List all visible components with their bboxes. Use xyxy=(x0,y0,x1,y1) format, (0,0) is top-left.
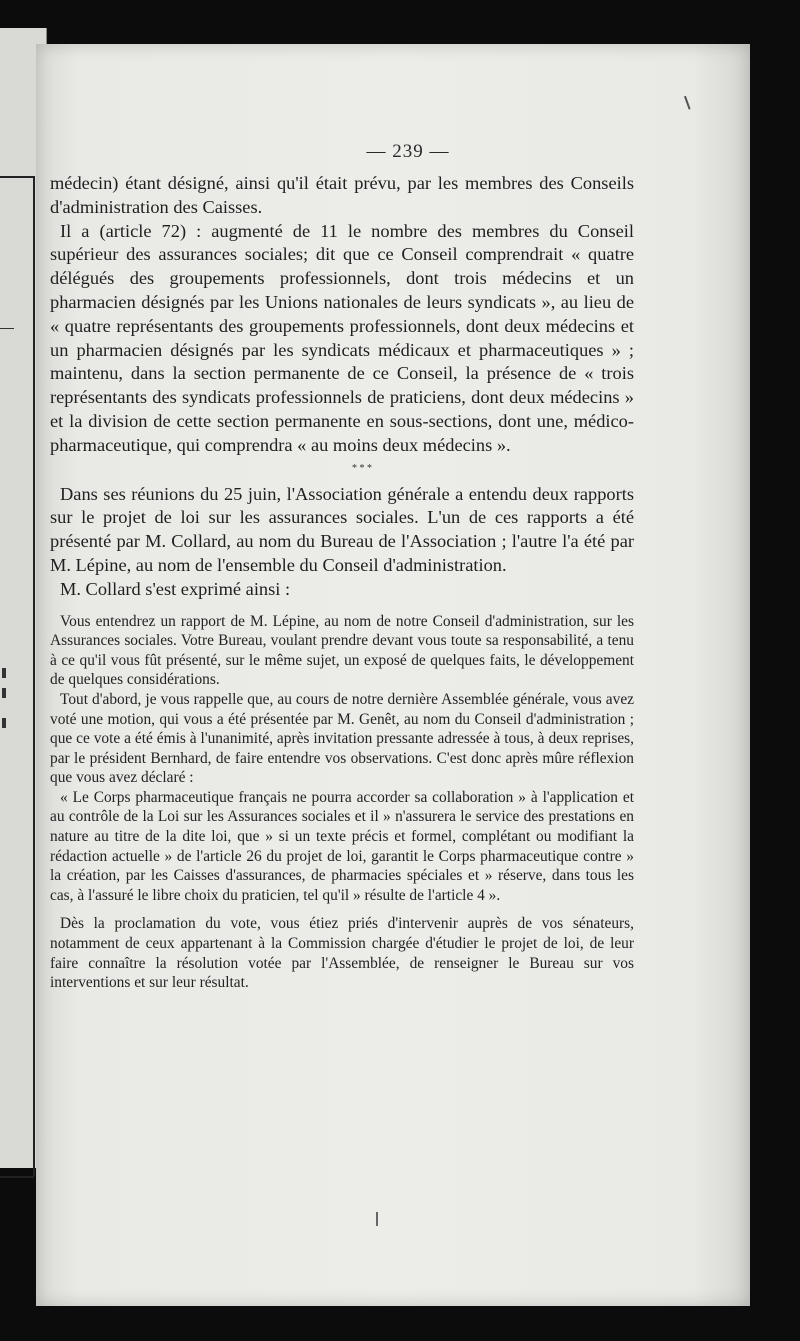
page-number: — 239 — xyxy=(366,141,450,162)
left-page-mark xyxy=(2,688,6,698)
page-content xyxy=(50,172,634,993)
quote-paragraph: Tout d'abord, je vous rappelle que, au cours de notre dernière Assemblée générale, vous avez voté une motion, qui vous a été présentée par M. Genêt, au nom du Conseil d'administration ; que ce vote a été émis à l'unanimité, après invitation pressante adressée à tous, à deux reprises, par le président Bernhard, de faire entendre vos observations. C'est donc après mûre réflexion que vous avez déclaré : xyxy=(50,690,634,787)
spacer xyxy=(50,905,634,914)
quote-paragraph: Dès la proclamation du vote, vous étiez priés d'intervenir auprès de vos sénateurs, notamment de ceux appartenant à la Commission chargée d'étudier le projet de loi, de leur faire connaître la résolution votée par l'Assemblée, de renseigner le Bureau sur vos interventions et sur leur résultat. xyxy=(50,915,634,992)
left-page-rule-top xyxy=(0,176,34,178)
page-corner-mark xyxy=(684,92,700,109)
motion-text: « Le Corps pharmaceutique français ne pourra accorder sa collaboration » à l'application et au contrôle de la Loi sur les Assurances sociales et il » n'assurera le service des prestations en nature au titre de la dite loi, que » si un texte précis et formel, complétant ou modifiant la rédaction actuelle » de l'article 26 du projet de loi, garantit le Corps pharmaceutique contre » la création, par les Caisses d'assurances, de pharmacies spéciales et » réserve, dans tous les cas, à l'assuré le libre choix du praticien, tel qu'il » résulte de l'article 4 ». xyxy=(50,788,634,904)
left-page-mark xyxy=(2,718,6,728)
page-foot-mark xyxy=(376,1212,378,1226)
main-text-2 xyxy=(50,483,634,602)
quoted-report xyxy=(50,612,634,993)
left-page-rule-mid xyxy=(0,328,14,329)
document-page xyxy=(36,44,750,1306)
left-page-rule-vertical xyxy=(33,176,35,1176)
section-separator: * * * xyxy=(352,462,372,474)
main-text xyxy=(50,172,634,458)
left-page-mark xyxy=(2,668,6,678)
paragraph: Il a (article 72) : augmenté de 11 le nombre des membres du Conseil supérieur des assurances sociales; dit que ce Conseil comprendrait « quatre délégués des groupements professionnels, dont trois médecins et un pharmacien désignés par les Unions nationales de leurs syndicats », au lieu de « quatre représentants des groupements professionnels, dont deux médecins et un pharmacien désignés par les syndicats médicaux et pharmaceutiques » ; maintenu, dans la section permanente de ce Conseil, la présence de « trois représentants des syndicats professionnels de praticiens, dont deux médecins » et la division de cette section permanente en sous-sections, dont une, médico-pharmaceutique, qui comprendra « au moins deux médecins ». xyxy=(50,220,634,455)
paragraph: médecin) étant désigné, ainsi qu'il était prévu, par les membres des Conseils d'administration des Caisses. xyxy=(50,173,634,217)
paragraph: M. Collard s'est exprimé ainsi : xyxy=(60,578,291,599)
left-page-rule-bottom xyxy=(0,1176,34,1178)
paragraph: Dans ses réunions du 25 juin, l'Association générale a entendu deux rapports sur le projet de loi sur les assurances sociales. L'un de ces rapports a été présenté par M. Collard, au nom du Bureau de l'Association ; l'autre l'a été par M. Lépine, au nom de l'ensemble du Conseil d'administration. xyxy=(50,483,634,575)
quote-paragraph: Vous entendrez un rapport de M. Lépine, au nom de notre Conseil d'administration, sur les Assurances sociales. Votre Bureau, voulant prendre devant vous toute sa responsabilité, a tenu à ce qu'il vous fût présenté, sur le même sujet, un exposé de quelques faits, le développement de quelques considérations. xyxy=(50,612,634,689)
